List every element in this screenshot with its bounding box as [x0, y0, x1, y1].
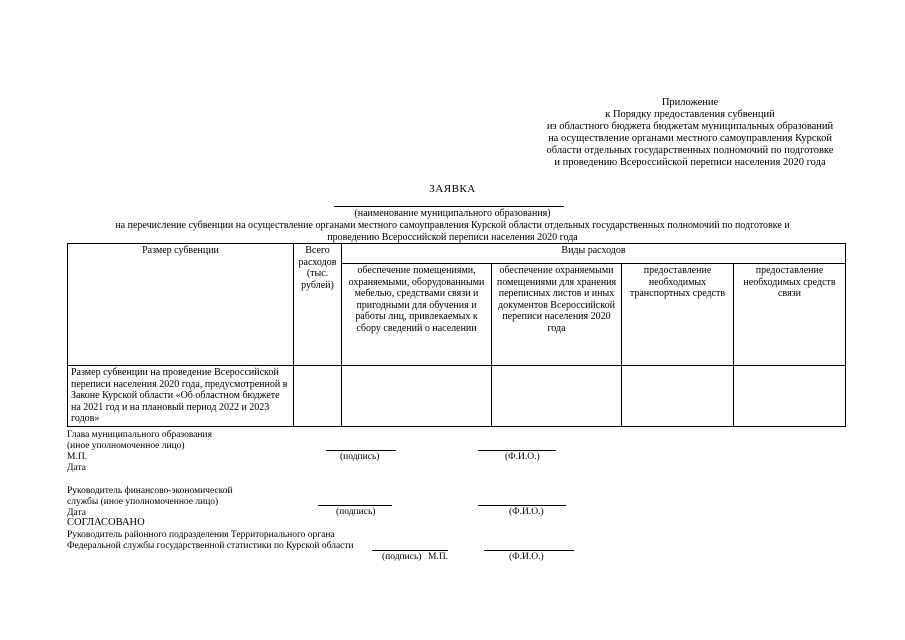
- agreed-label: СОГЛАСОВАНО: [67, 517, 145, 528]
- cell-total[interactable]: [294, 366, 342, 427]
- signature-caption: (подпись): [336, 507, 376, 517]
- stamp-place-label: М.П.: [67, 452, 88, 462]
- purpose-line-1: на перечисление субвенции на осуществление органами местного самоуправления Курской области отдельных государственных полномочий по подготовке и: [115, 220, 790, 231]
- row-subvention-label: Размер субвенции на проведение Всероссийской переписи населения 2020 года, предусмотренной в Законе Курской области «Об областном бюджете на 2021 год и на плановый период 2022 и 2023 годов»: [68, 366, 294, 427]
- cell-transport[interactable]: [622, 366, 734, 427]
- stat-title-line1: Руководитель районного подразделения Территориального органа: [67, 530, 335, 540]
- finance-title-line1: Руководитель финансово-экономической: [67, 486, 233, 496]
- municipality-name-line: [334, 206, 564, 207]
- fio-line: [478, 505, 566, 506]
- date-label: Дата: [67, 463, 86, 473]
- appendix-header: [540, 97, 840, 169]
- head-title-line2: (иное уполномоченное лицо): [67, 441, 185, 451]
- appendix-line: из областного бюджета бюджетам муниципальных образований: [546, 121, 834, 132]
- header-expense-types: Виды расходов: [342, 244, 846, 264]
- fio-caption: (Ф.И.О.): [509, 552, 544, 562]
- header-subvention-size: Размер субвенции: [68, 244, 294, 366]
- purpose-line-2: проведению Всероссийской переписи населения 2020 года: [327, 232, 578, 243]
- date-label: Дата: [67, 508, 86, 518]
- appendix-line: и проведению Всероссийской переписи населения 2020 года: [554, 157, 826, 168]
- appendix-line: к Порядку предоставления субвенций: [605, 109, 775, 120]
- cell-communication[interactable]: [734, 366, 846, 427]
- head-title-line1: Глава муниципального образования: [67, 430, 212, 440]
- header-transport: предоставление необходимых транспортных средств: [622, 264, 734, 366]
- signature-caption: (подпись): [340, 452, 380, 462]
- cell-premises[interactable]: [342, 366, 492, 427]
- appendix-line: Приложение: [661, 97, 719, 108]
- document-title: ЗАЯВКА: [429, 183, 476, 195]
- appendix-line: области отдельных государственных полномочий по подготовке: [546, 145, 834, 156]
- signature-line: [372, 550, 448, 551]
- fio-caption: (Ф.И.О.): [505, 452, 540, 462]
- fio-line: [478, 450, 556, 451]
- appendix-line: на осуществление органами местного самоуправления Курской: [548, 133, 832, 144]
- fio-line: [484, 550, 574, 551]
- header-storage: обеспечение охраняемыми помещениями для хранения переписных листов и иных документов Всероссийской переписи населения 2020 года: [492, 264, 622, 366]
- signature-line: [318, 505, 392, 506]
- subvention-table: [67, 243, 846, 427]
- header-total-expenses: Всего расходов (тыс. рублей): [294, 244, 342, 366]
- header-communication: предоставление необходимых средств связи: [734, 264, 846, 366]
- cell-storage[interactable]: [492, 366, 622, 427]
- stamp-place-label: М.П.: [428, 552, 449, 562]
- signature-line: [326, 450, 396, 451]
- header-premises: обеспечение помещениями, охраняемыми, оборудованными мебелью, средствами связи и пригодными для обучения и работы лиц, привлекаемых к сбору сведений о населении: [342, 264, 492, 366]
- stat-title-line2: Федеральной службы государственной статистики по Курской области: [67, 541, 354, 551]
- municipality-caption: (наименование муниципального образования): [354, 208, 551, 219]
- signature-caption: (подпись): [382, 552, 422, 562]
- fio-caption: (Ф.И.О.): [509, 507, 544, 517]
- finance-title-line2: службы (иное уполномоченное лицо): [67, 497, 219, 507]
